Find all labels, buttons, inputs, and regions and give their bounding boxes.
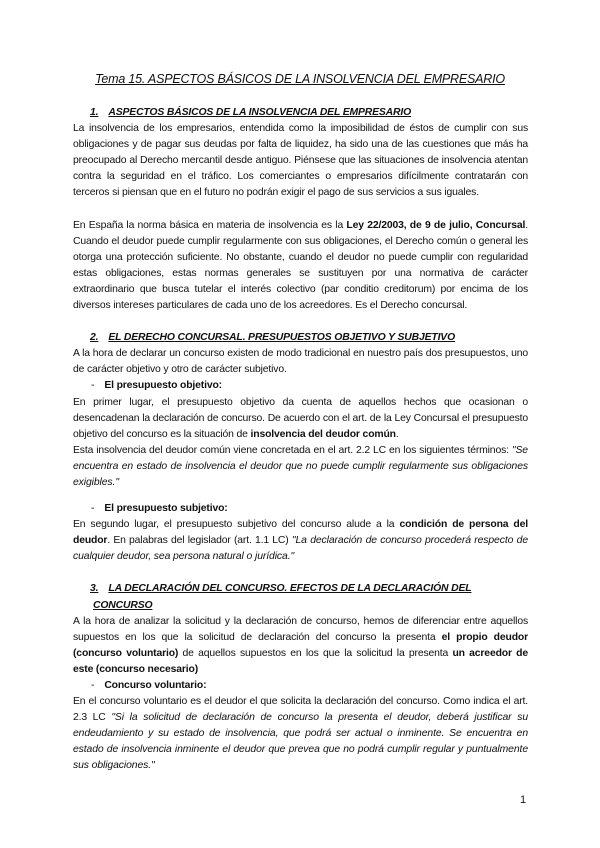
subjective-premise-paragraph: En segundo lugar, el presupuesto subjetivo del concurso alude a la condición de persona del deudor. En palabras del legislador (art. 1.1 LC) "La declaración de concurso procederá respecto de cualquier deudor, sea persona natural o jurídica." [73,519,528,563]
law-reference: Ley 22/2003, de 9 de julio, Concursal [346,219,526,231]
page-number: 1 [520,794,527,806]
section-1-paragraph-2: En España la norma básica en materia de insolvencia es la Ley 22/2003, de 9 de julio, Concursal. Cuando el deudor puede cumplir regularmente con sus obligaciones, el Derecho común o general les otorga una protección suficiente. No obstante, cuando el deudor no puede cumplir con regularidad estas obligaciones, estas normas generales se sustituyen por una normativa de carácter extraordinario que busca tutelar el interés colectivo (par conditio creditorum) por encima de los diversos intereses particulares de cada uno de los acreedores. Es el Derecho concursal. [73,219,528,312]
quote-art-1-1: "La declaración de concurso procederá respecto de cualquier deudor, sea persona natural o jurídica." [73,535,528,563]
objective-premise-paragraph-2: Esta insolvencia del deudor común viene concretada en el art. 2.2 LC en los siguientes términos: "Se encuentra en estado de insolvencia el deudor que no puede cumplir regularmente sus obligaciones exigibles." [73,444,528,488]
section-3-heading [73,581,528,613]
quote-art-2-3: "Si la solicitud de declaración de concurso la presenta el deudor, deberá justificar su endeudamiento y su estado de insolvencia, que podrá ser actual o inminente. Se encuentra en estado de insolvencia inminente el deudor que prevea que no podrá cumplir regular y puntualmente sus obligaciones." [73,712,529,772]
section-3-title: LA DECLARACIÓN DEL CONCURSO. EFECTOS DE LA DECLARACIÓN DEL CONCURSO [93,583,472,611]
section-2-intro: A la hora de declarar un concurso existen de modo tradicional en nuestro país dos presupuestos, uno de carácter objetivo y otro de carácter subjetivo. [73,348,528,376]
document-body [73,105,528,775]
voluntary-concurso-paragraph: En el concurso voluntario es el deudor el que solicita la declaración del concurso. Como indica el art. 2.3 LC "Si la solicitud de declaración de concurso la presenta el deudor, deberá justificar su endeudamiento y su estado de insolvencia, que podrá ser actual o inminente. Se encuentra en estado de insolvencia inminente el deudor que prevea que no podrá cumplir regular y puntualmente sus obligaciones." [73,696,529,772]
section-1-number: 1. [90,107,99,118]
section-2-heading [73,330,528,346]
section-1-title: ASPECTOS BÁSICOS DE LA INSOLVENCIA DEL EMPRESARIO [108,107,412,118]
quote-art-2-2: "Se encuentra en estado de insolvencia el deudor que no puede cumplir regularmente sus obligaciones exigibles." [73,444,528,488]
section-1-paragraph-1: La insolvencia de los empresarios, entendida como la imposibilidad de éstos de cumplir con sus obligaciones y de pagar sus deudas por falta de liquidez, ha sido una de las cuestiones que más ha preocupado al Derecho mercantil desde antiguo. Piénsese que las situaciones de insolvencia atentan contra la seguridad en el tráfico. Los comerciantes o empresarios difícilmente contratarán con terceros si piensan que en el futuro no podrán exigir el pago de sus servicios a sus iguales. [73,123,528,199]
section-1-heading [73,105,528,121]
objective-premise-label: - El presupuesto objetivo: [91,380,222,392]
subjective-premise-label: - El presupuesto subjetivo: [91,503,228,515]
section-3-paragraph-1: A la hora de analizar la solicitud y la declaración de concurso, hemos de diferenciar entre aquellos supuestos en los que la solicitud de declaración del concurso la presenta el propio deudor (concurso voluntario) de aquellos supuestos en los que la solicitud la presenta un acreedor de este (concurso necesario) [73,615,528,675]
document-title: Tema 15. ASPECTOS BÁSICOS DE LA INSOLVENCIA DEL EMPRESARIO [95,72,505,86]
section-2-title: EL DERECHO CONCURSAL. PRESUPUESTOS OBJETIVO Y SUBJETIVO [108,332,456,344]
voluntary-concurso-label: - Concurso voluntario: [91,680,207,691]
section-3-number: 3. [90,583,99,595]
section-2-number: 2. [90,332,99,344]
objective-premise-paragraph-1: En primer lugar, el presupuesto objetivo da cuenta de aquellos hechos que ocasionan o desencadenan la declaración de concurso. De acuerdo con el art. de la Ley Concursal el presupuesto objetivo del concurso es la situación de insolvencia del deudor común. [73,396,528,440]
